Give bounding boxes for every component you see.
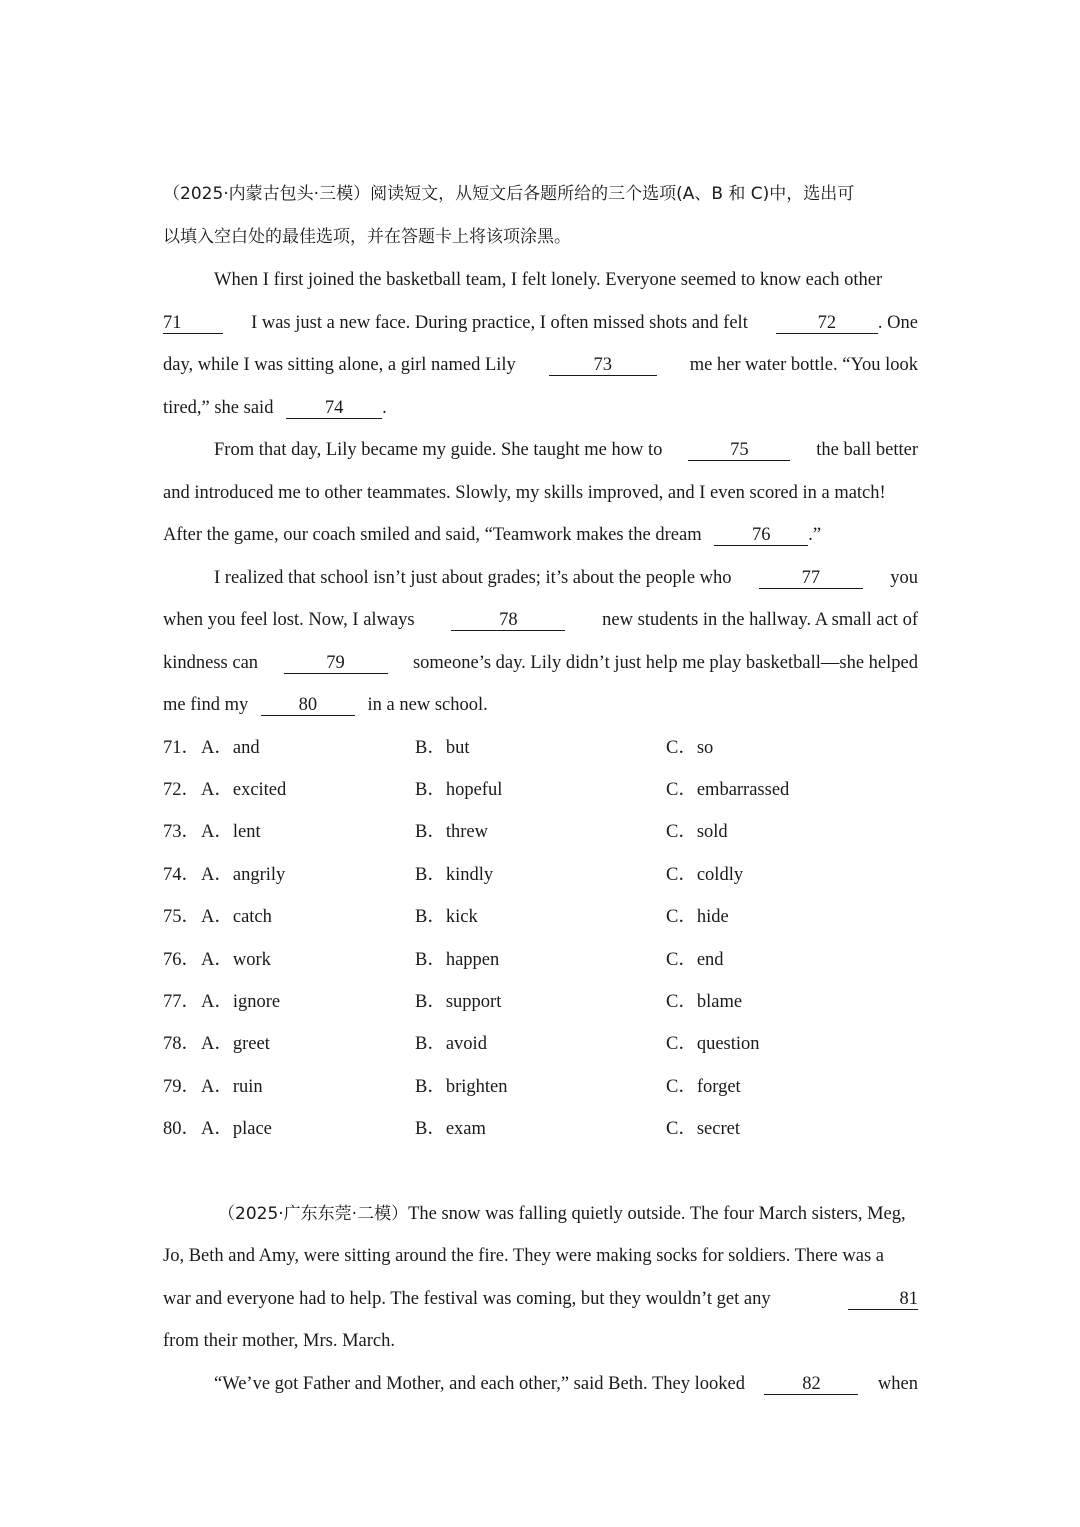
blank-77: 77 — [759, 568, 863, 589]
option-row-78: 78． A．greet B．avoid C．question — [163, 1034, 760, 1054]
passage1-instruction-line1 — [163, 182, 918, 206]
option-b: B．happen — [415, 950, 500, 970]
option-b: B．support — [415, 992, 502, 1012]
option-b: B．brighten — [415, 1077, 508, 1097]
blank-80: 80 — [261, 695, 355, 716]
option-b: B．exam — [415, 1119, 486, 1139]
option-row-77: 77． A．ignore B．support C．blame — [163, 992, 743, 1012]
paragraph1-line3: day, while I was sitting alone, a girl named Lily 73 me her water bottle. “You look — [163, 355, 918, 375]
option-c: C．sold — [666, 822, 728, 842]
passage1-instruction: 阅读短文，从短文后各题所给的三个选项(A、B 和 C)中，选出可 — [370, 184, 855, 204]
option-c: C．so — [666, 738, 714, 758]
blank-75: 75 — [688, 440, 790, 461]
option-b: B．but — [415, 738, 470, 758]
paragraph3-line2: when you feel lost. Now, I always 78 new students in the hallway. A small act of — [163, 610, 918, 630]
blank-74: 74 — [286, 398, 382, 419]
option-a: A．ignore — [201, 992, 281, 1012]
option-b: B．kindly — [415, 865, 494, 885]
blank-71: 71 — [163, 313, 223, 334]
option-c: C．end — [666, 950, 724, 970]
paragraph3-line3: kindness can 79 someone’s day. Lily didn’t just help me play basketball—she helped — [163, 653, 918, 673]
blank-76: 76 — [714, 525, 808, 546]
option-c: C．question — [666, 1034, 760, 1054]
option-a: A．lent — [201, 822, 261, 842]
blank-81: 81 — [848, 1289, 918, 1310]
option-row-75: 75． A．catch B．kick C．hide — [163, 907, 729, 927]
option-c: C．hide — [666, 907, 729, 927]
option-row-73: 73． A．lent B．threw C．sold — [163, 822, 728, 842]
option-c: C．coldly — [666, 865, 744, 885]
option-row-79: 79． A．ruin B．brighten C．forget — [163, 1077, 741, 1097]
blank-78: 78 — [451, 610, 565, 631]
paragraph1-line2: 71 I was just a new face. During practice, I often missed shots and felt 72 . One — [163, 313, 918, 333]
option-a: A．and — [201, 738, 260, 758]
blank-82: 82 — [764, 1374, 858, 1395]
paragraph2-line2: and introduced me to other teammates. Slowly, my skills improved, and I even scored in a match! — [163, 483, 886, 503]
passage2-line3: war and everyone had to help. The festival was coming, but they wouldn’t get any 81 — [163, 1289, 918, 1309]
option-b: B．threw — [415, 822, 488, 842]
option-a: A．ruin — [201, 1077, 263, 1097]
option-b: B．avoid — [415, 1034, 487, 1054]
blank-73: 73 — [549, 355, 657, 376]
blank-72: 72 — [776, 313, 878, 334]
option-a: A．greet — [201, 1034, 270, 1054]
option-row-71: 71． A．and B．but C．so — [163, 738, 714, 758]
option-row-80: 80． A．place B．exam C．secret — [163, 1119, 740, 1139]
passage1-source: （2025·内蒙古包头·三模） — [163, 184, 371, 204]
option-c: C．embarrassed — [666, 780, 790, 800]
paragraph3-line4: me find my 80 in a new school. — [163, 695, 488, 715]
option-a: A．excited — [201, 780, 287, 800]
option-row-72: 72． A．excited B．hopeful C．embarrassed — [163, 780, 790, 800]
option-row-74: 74． A．angrily B．kindly C．coldly — [163, 865, 744, 885]
passage2-line4: from their mother, Mrs. March. — [163, 1331, 395, 1351]
option-c: C．forget — [666, 1077, 741, 1097]
passage2-line5: “We’ve got Father and Mother, and each other,” said Beth. They looked 82 when — [214, 1374, 918, 1394]
option-a: A．angrily — [201, 865, 286, 885]
paragraph2-line1: From that day, Lily became my guide. She taught me how to 75 the ball better — [214, 440, 918, 460]
option-a: A．work — [201, 950, 271, 970]
option-b: B．kick — [415, 907, 478, 927]
paragraph1-line4: tired,” she said 74 . — [163, 398, 387, 418]
option-c: C．blame — [666, 992, 743, 1012]
option-b: B．hopeful — [415, 780, 503, 800]
passage2-line2: Jo, Beth and Amy, were sitting around the fire. They were making socks for soldiers. There was a — [163, 1246, 884, 1266]
blank-79: 79 — [284, 653, 388, 674]
passage2-line1: （2025·广东东莞·二模）The snow was falling quietly outside. The four March sisters, Meg, — [218, 1204, 906, 1224]
option-a: A．catch — [201, 907, 272, 927]
option-row-76: 76． A．work B．happen C．end — [163, 950, 724, 970]
passage1-instruction-line2: 以填入空白处的最佳选项，并在答题卡上将该项涂黑。 — [163, 227, 571, 247]
paragraph1-line1: When I first joined the basketball team, I felt lonely. Everyone seemed to know each other — [214, 270, 883, 290]
paragraph3-line1: I realized that school isn’t just about grades; it’s about the people who 77 you — [214, 568, 918, 588]
paragraph2-line3: After the game, our coach smiled and said, “Teamwork makes the dream 76 .” — [163, 525, 822, 545]
option-a: A．place — [201, 1119, 272, 1139]
option-c: C．secret — [666, 1119, 740, 1139]
passage2-source: （2025·广东东莞·二模） — [218, 1204, 409, 1224]
